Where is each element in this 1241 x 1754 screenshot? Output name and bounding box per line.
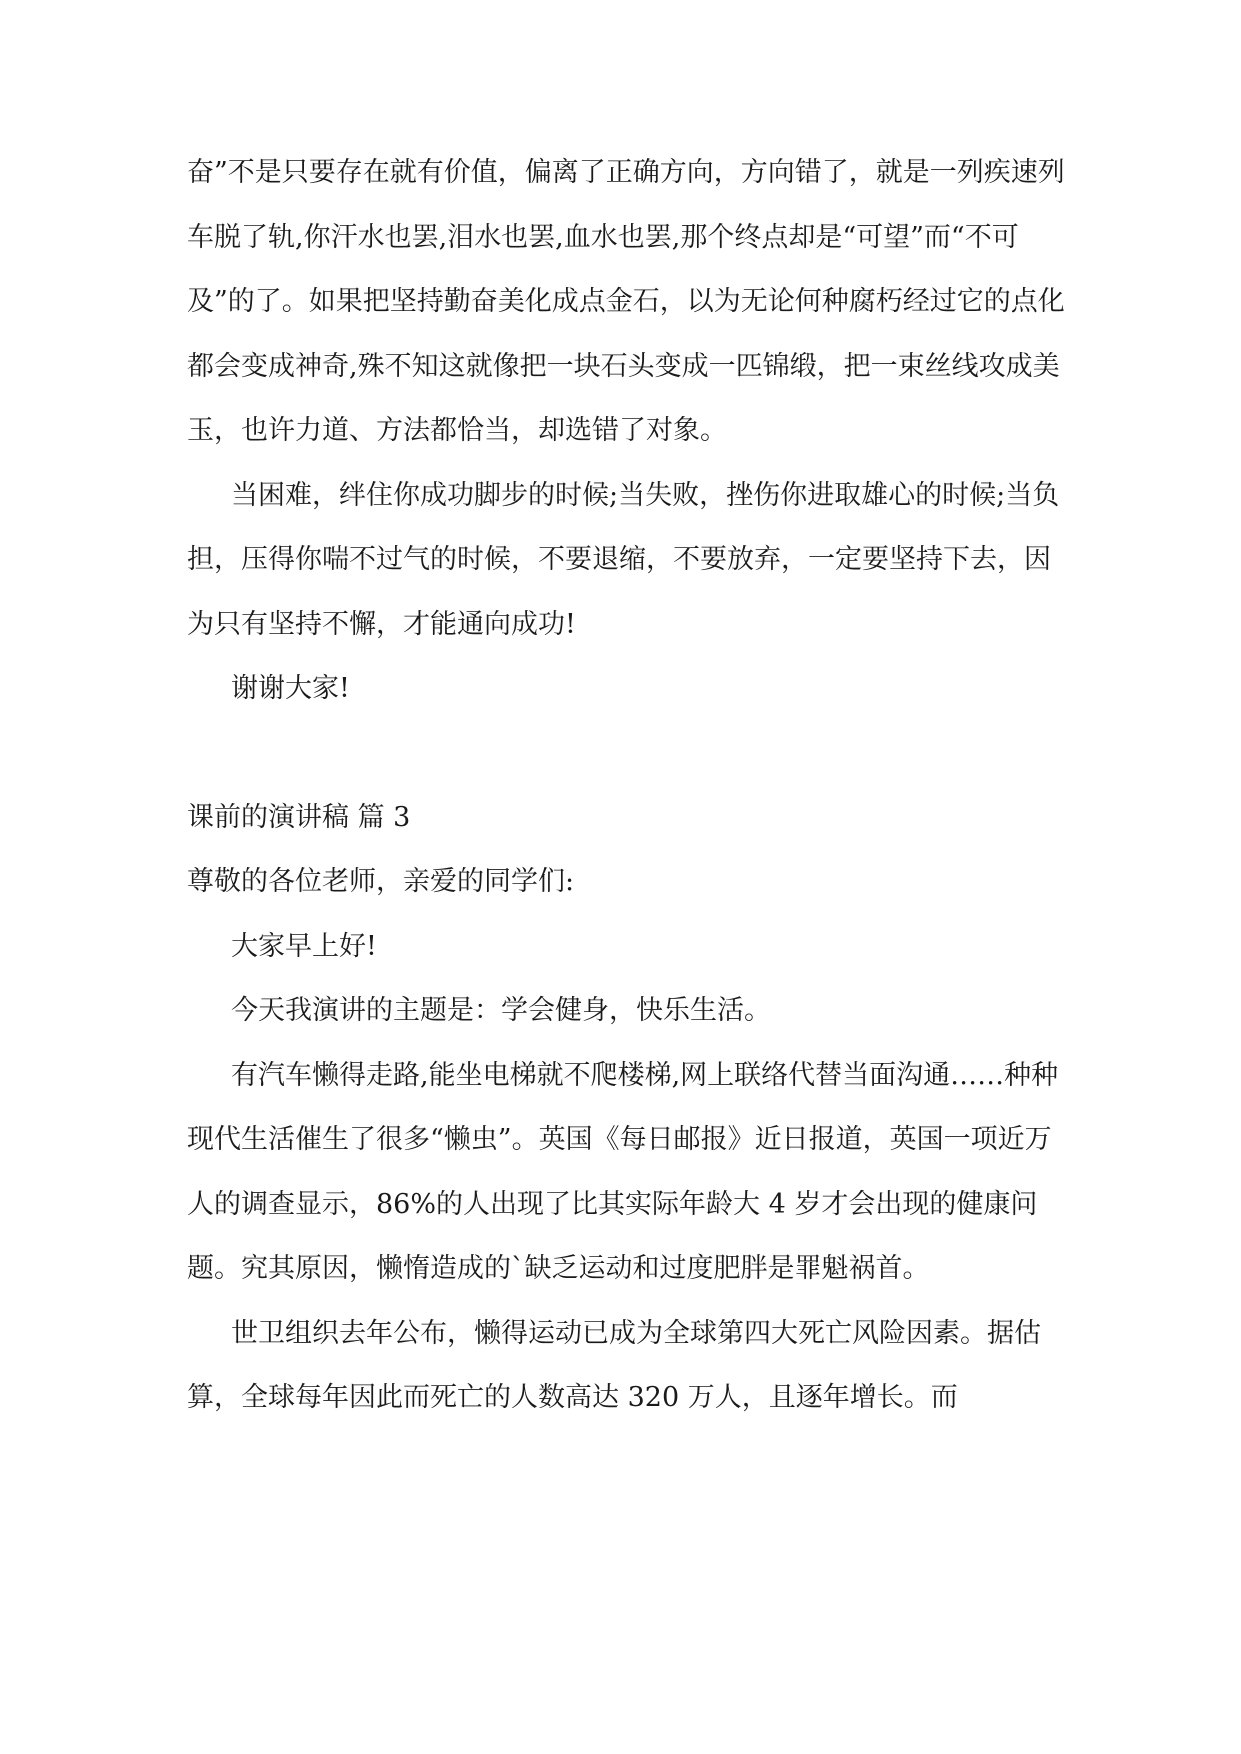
section-title: 课前的演讲稿 篇 3 [187,801,411,833]
section-gap [187,722,1077,786]
paragraph-thanks: 谢谢大家! [231,673,350,704]
paragraph-2: 当困难，绊住你成功脚步的时候;当失败，挫伤你进取雄心的时候;当负担，压得你喘不过气的时候，不要退缩，不要放弃，一定要坚持下去，因为只有坚持不懈，才能通向成功! [187,479,1060,640]
document-page [187,141,1077,1431]
paragraph-who: 世卫组织去年公布，懒得运动已成为全球第四大死亡风险因素。据估算，全球每年因此而死亡的人数高达 320 万人，且逐年增长。而 [187,1317,1041,1413]
paragraph-greeting: 大家早上好! [231,930,377,962]
salutation: 尊敬的各位老师，亲爱的同学们: [187,866,575,897]
paragraph-topic: 今天我演讲的主题是：学会健身，快乐生活。 [231,995,771,1026]
paragraph-survey: 有汽车懒得走路,能坐电梯就不爬楼梯,网上联络代替当面沟通……种种现代生活催生了很多“懒虫”。英国《每日邮报》近日报道，英国一项近万人的调查显示，86%的人出现了比其实际年龄大 4 岁才会出现的健康问题。究其原因，懒惰造成的`缺乏运动和过度肥胖是罪魁祸首。 [187,1059,1059,1284]
paragraph-1: 奋”不是只要存在就有价值，偏离了正确方向，方向错了，就是一列疾速列车脱了轨,你汗水也罢,泪水也罢,血水也罢,那个终点却是“可望”而“不可及”的了。如果把坚持勤奋美化成点金石，以为无论何种腐朽经过它的点化都会变成神奇,殊不知这就像把一块石头变成一匹锦缎，把一束丝线攻成美玉，也许力道、方法都恰当，却选错了对象。 [187,157,1065,446]
